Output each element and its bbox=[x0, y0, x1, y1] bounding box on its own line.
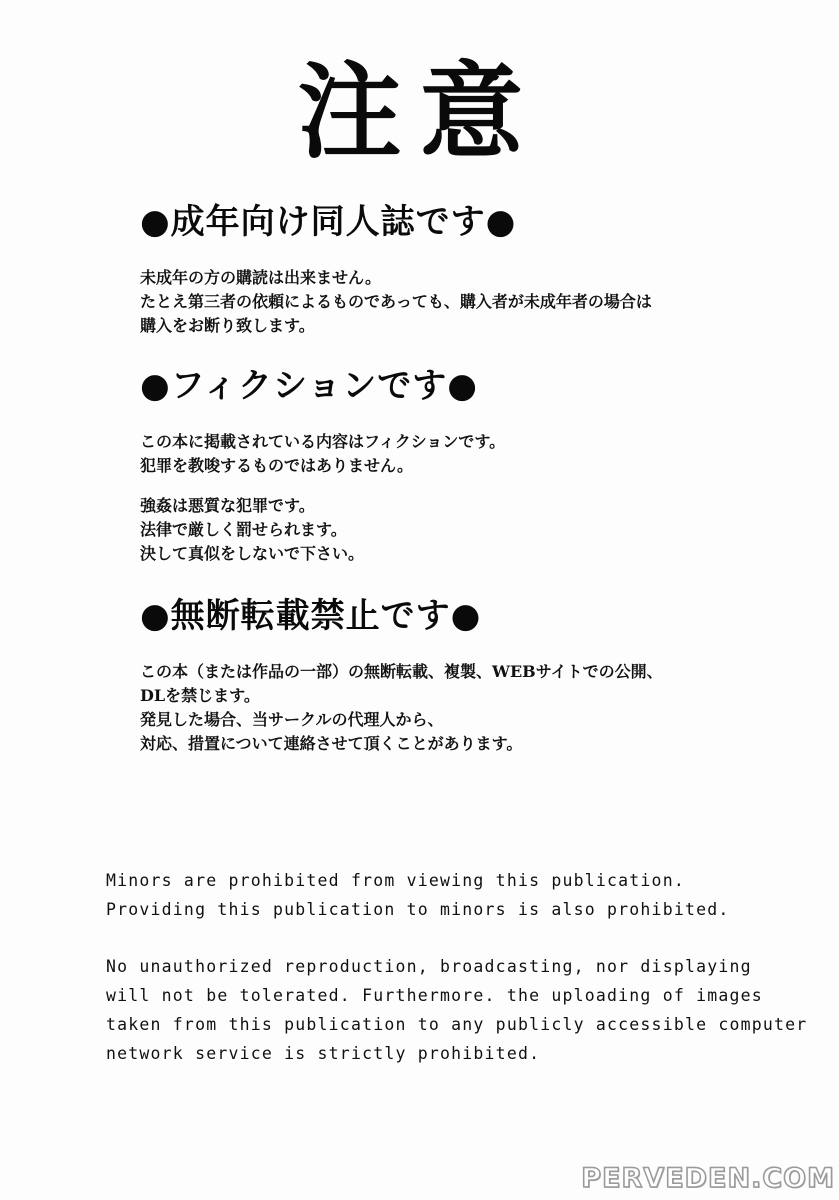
paragraph-line: 強姦は悪質な犯罪です。 bbox=[140, 496, 315, 515]
english-line: Minors are prohibited from viewing this publication. bbox=[106, 871, 685, 890]
paragraph-line: 決して真似をしないで下さい。 bbox=[140, 544, 365, 563]
paragraph-line: 法律で厳しく罰せられます。 bbox=[140, 520, 347, 539]
section-adult-content bbox=[140, 200, 780, 338]
english-paragraph bbox=[106, 866, 806, 924]
paragraph-line: DLを禁じます。 bbox=[140, 686, 260, 705]
section-paragraph bbox=[140, 266, 780, 338]
paragraph-line: 犯罪を教唆するものではありません。 bbox=[140, 456, 413, 475]
section-heading: ●無断転載禁止です● bbox=[140, 596, 482, 636]
section-paragraph bbox=[140, 494, 780, 566]
english-line: No unauthorized reproduction, broadcasting, nor displaying bbox=[106, 957, 752, 976]
paragraph-line: 対応、措置について連絡させて頂くことがあります。 bbox=[140, 734, 523, 753]
paragraph-line: 購入をお断り致します。 bbox=[140, 316, 315, 335]
site-watermark: PERVEDEN.COM bbox=[581, 1163, 835, 1194]
page-title: 注意 bbox=[297, 51, 542, 173]
english-line: will not be tolerated. Furthermore. the uploading of images bbox=[106, 986, 763, 1005]
english-paragraph bbox=[106, 952, 806, 1068]
section-heading: ●成年向け同人誌です● bbox=[140, 202, 517, 242]
english-line: Providing this publication to minors is also prohibited. bbox=[106, 900, 730, 919]
paragraph-line: たとえ第三者の依頼によるものであっても、購入者が未成年者の場合は bbox=[140, 292, 652, 311]
english-line: taken from this publication to any publicly accessible computer bbox=[106, 1015, 808, 1034]
section-heading: ●フィクションです● bbox=[140, 366, 478, 406]
section-no-reprint bbox=[140, 594, 780, 756]
english-notice bbox=[106, 866, 806, 1068]
section-fiction bbox=[140, 364, 780, 566]
paragraph-line: この本（または作品の一部）の無断転載、複製、WEBサイトでの公開、 bbox=[140, 662, 663, 681]
paragraph-line: この本に掲載されている内容はフィクションです。 bbox=[140, 432, 506, 451]
section-paragraph bbox=[140, 660, 780, 756]
section-paragraph bbox=[140, 430, 780, 478]
english-line: network service is strictly prohibited. bbox=[106, 1044, 541, 1063]
paragraph-line: 発見した場合、当サークルの代理人から、 bbox=[140, 710, 444, 729]
paragraph-line: 未成年の方の購読は出来ません。 bbox=[140, 268, 381, 287]
